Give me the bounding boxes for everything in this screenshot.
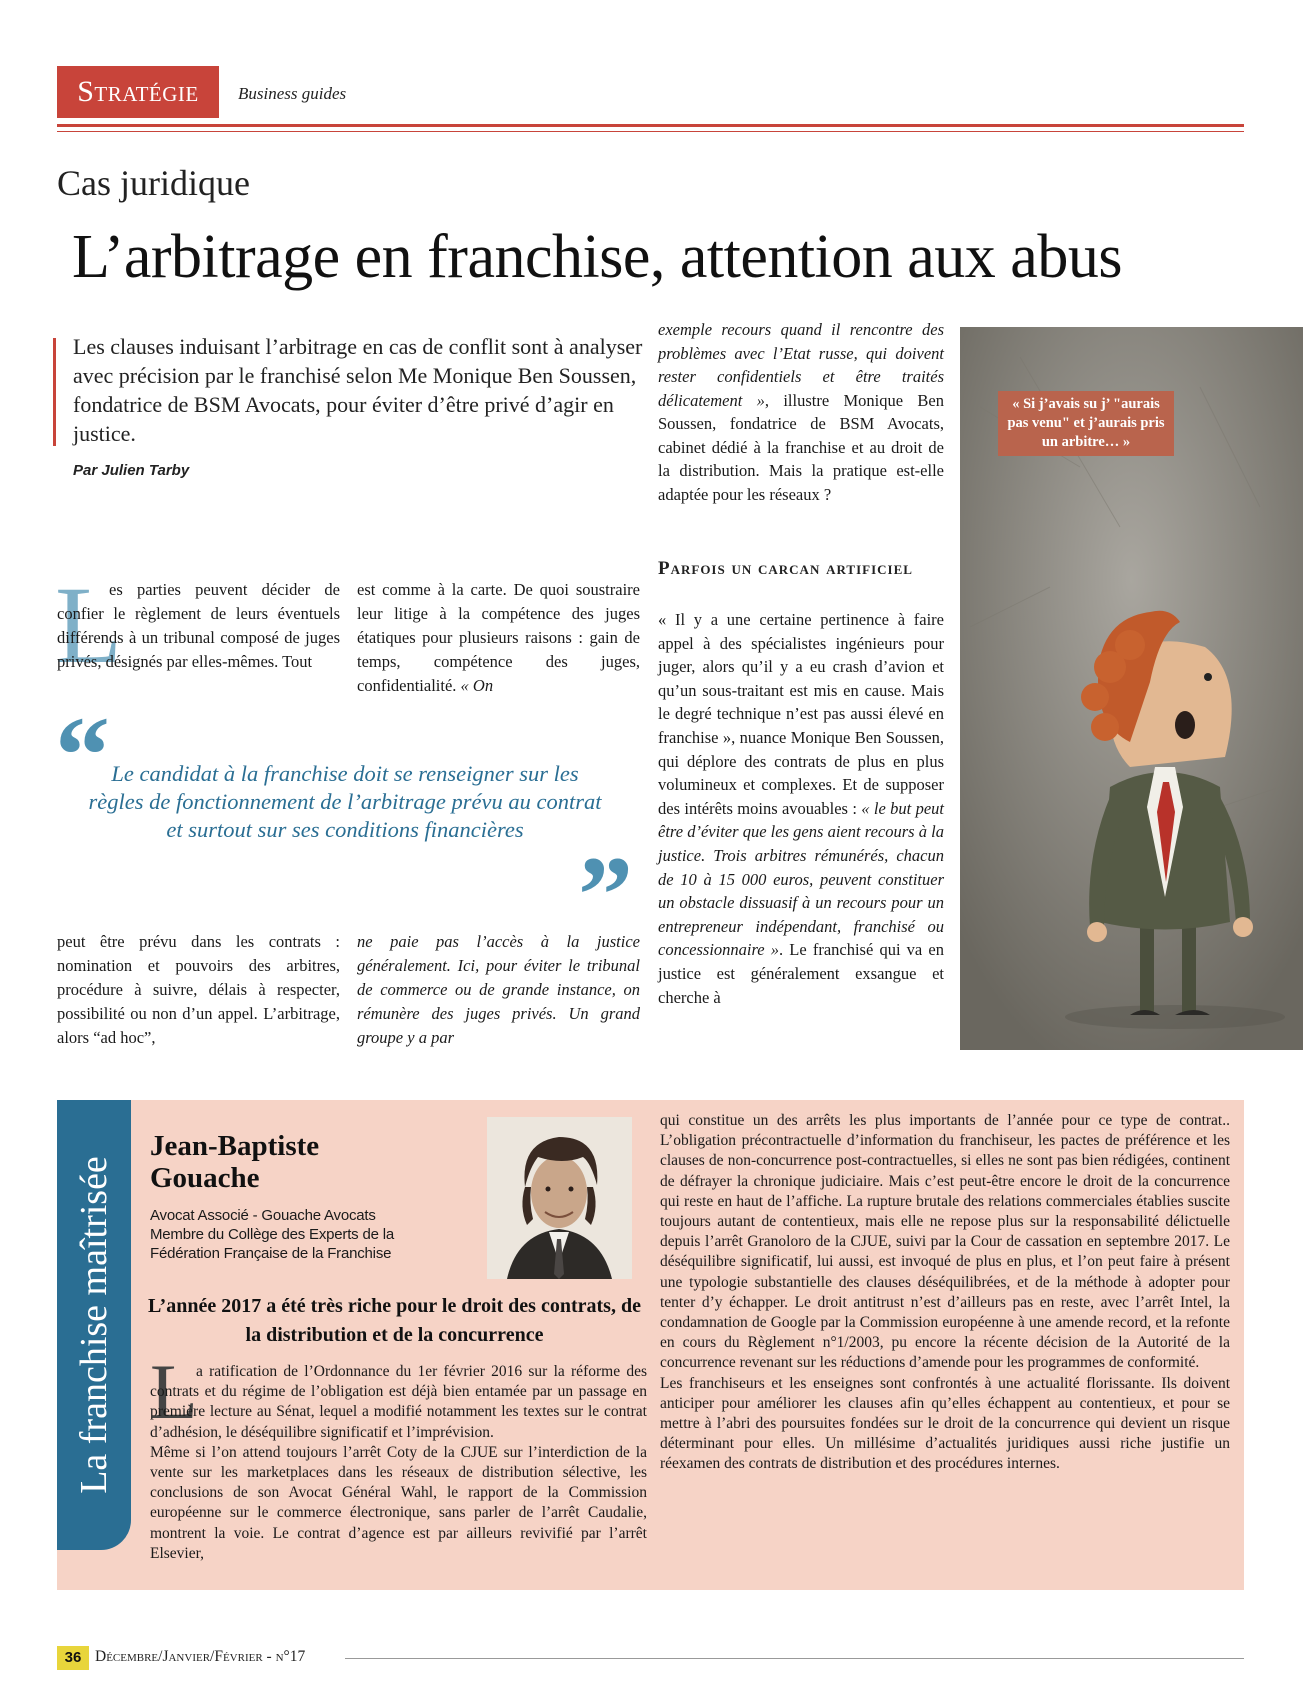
footer-rule — [345, 1658, 1244, 1659]
column-2-top-text-a: est comme à la carte. De quoi soustraire leur litige à la compétence des juges étatiques pour plusieurs raisons : gain de temps, compétence des juges, confidentialité. — [357, 580, 640, 695]
pullquote: Le candidat à la franchise doit se renseigner sur les règles de fonctionnement de l’arbitrage prévu au contrat et surtout sur ses conditions financières — [88, 761, 602, 842]
pullquote-open-mark: “ — [55, 694, 110, 816]
box-left-paragraph-1: a ratification de l’Ordonnance du 1er février 2016 sur la réforme des contrats et du régime de l’obligation est déjà bien entamée par un passage en première lecture au Sénat, lequel a modifié notamment les textes sur le contrat d’adhésion, le déséquilibre significatif et l’imprévision. — [150, 1363, 647, 1441]
author-role-3: Fédération Française de la Franchise — [150, 1245, 392, 1262]
column-1-top-text: es parties peuvent décider de confier le règlement de leurs éventuels différends à un tribunal composé de juges privés, désignés par elles-mêmes. Tout — [57, 580, 340, 671]
box-column-left — [150, 1362, 647, 1564]
author-name — [150, 1130, 319, 1194]
column-3-body-c: . Le franchisé qui va en justice est généralement exsangue et cherche à — [658, 940, 944, 1007]
header-rule — [57, 124, 1244, 127]
author-role — [150, 1206, 394, 1263]
box-left-paragraph-2: Même si l’on attend toujours l’arrêt Coty de la CJUE sur l’interdiction de la vente sur les marketplaces dans les réseaux de distribution sélective, les conclusions de son Avocat Général Wahl, le rapport de la Commission européenne sur le commerce électronique, sans parler de l’arrêt Caudalie, montrent la voie. Le contrat d’agence est par ailleurs revivifié par l’arrêt Elsevier, — [150, 1443, 647, 1562]
article-kicker: Cas juridique — [57, 163, 250, 203]
column-2-top-text — [357, 578, 640, 698]
article-title: L’arbitrage en franchise, attention aux abus — [72, 223, 1122, 291]
column-3-body-a: « Il y a une certaine pertinence à faire appel à des spécialistes ingénieurs pour juger, alors qu’il y a eu crash d’avion et qu’un sous-traitant est mis en cause. Mais le degré technique n’est pas aussi élevé en franchise », nuance Monique Ben Soussen, qui déplore des contrats de plus en plus volumineux et complexes. Et de supposer des intérêts moins avouables : — [658, 610, 944, 818]
box-right-paragraph-2: Les franchiseurs et les enseignes sont confrontés à une actualité florissante. Ils doivent anticiper pour améliorer les clauses afin qu’elles échappent au contentieux, et pour se mettre à l’abri des poursuites fondées sur le droit de la concurrence qui devient un risque déterminant pour elles. Un millésime d’actualités juridiques aussi riche justifie un réexamen des contrats de distribution et des procédures internes. — [660, 1374, 1230, 1473]
column-3-top-text — [658, 318, 944, 506]
column-1-bottom-text: peut être prévu dans les contrats : nomination et pouvoirs des arbitres, procédure à suivre, délais à respecter, possibilité ou non d’un appel. L’arbitrage, alors “ad hoc”, — [57, 932, 340, 1047]
box-column-right — [660, 1111, 1230, 1475]
column-3-top-italic: exemple recours quand il rencontre des problèmes avec l’Etat russe, qui doivent rester confidentiels et être traités délicatement » — [658, 320, 944, 410]
column-3-top-rest: , illustre Monique Ben Soussen, fondatrice de BSM Avocats, cabinet dédié à la franchise et au droit de la distribution. Mais la pratique est-elle adaptée pour les réseaux ? — [658, 390, 945, 504]
page-number: 36 — [57, 1646, 89, 1670]
author-name-line2: Gouache — [150, 1162, 260, 1194]
column-2-top-text-b: « On — [460, 676, 494, 695]
box-dropcap: L — [150, 1348, 198, 1435]
column-2-bottom-text: ne paie pas l’accès à la justice généralement. Ici, pour éviter le tribunal de commerce ou de grande instance, on rémunère des juges privés. Un grand groupe y a par — [357, 932, 640, 1047]
box-tab-label-wrapper — [57, 1100, 131, 1550]
author-portrait — [487, 1117, 632, 1279]
issue-label: Décembre/Janvier/Février - n°17 — [95, 1648, 306, 1665]
column-2-top — [357, 578, 640, 698]
article-subhead: Parfois un carcan artificiel — [658, 558, 913, 579]
column-2-bottom — [357, 930, 640, 1050]
article-dropcap: L — [55, 564, 123, 686]
article-byline: Par Julien Tarby — [73, 462, 190, 479]
portrait-person-icon — [487, 1117, 632, 1279]
column-1-top — [57, 578, 340, 674]
author-role-1: Avocat Associé - Gouache Avocats — [150, 1207, 376, 1224]
column-3-body — [658, 608, 944, 1009]
column-3-body-text — [658, 608, 944, 1009]
box-right-paragraph-1: qui constitue un des arrêts les plus importants de l’année pour ce type de contrat.. L’obligation précontractuelle d’information du franchiseur, les pactes de préférence et les clauses de non-concurrence post-contractuelles, si elles ne sont pas bien rédigées, continent de défrayer la chronique judiciaire. Mais c’est peut-être encore le droit de la concurrence qui reste en haut de l’affiche. La rupture brutale des relations commerciales établies suscite toujours autant de contentieux, mais elle ne repose plus sur la responsabilité délictuelle depuis l’arrêt Granoloro de la CJUE, suivi par la Cour de cassation en septembre 2017. Le déséquilibre significatif, lui aussi, est invoqué de plus en plus, et l’on peut faire à présent une typologie substantielle des clauses déséquilibrées, et de la méthode à adopter pour tenter d’y échapper. Le droit antitrust n’est d’ailleurs pas en reste, avec l’arrêt Intel, la condamnation de Google par la Commission européenne à une amende record, et la refonte en cours du Règlement n°1/2003, pu encore la récente décision de la Autorité de la concurrence revenant sur les réductions d’amende pour les programmes de conformité. — [660, 1112, 1230, 1372]
pullquote-close-mark: ” — [578, 834, 633, 956]
box-heading: L’année 2017 a été très riche pour le droit des contrats, de la distribution et de la concurrence — [148, 1295, 641, 1346]
author-name-line1: Jean-Baptiste — [150, 1130, 320, 1162]
column-1-bottom — [57, 930, 340, 1050]
header-subtitle: Business guides — [238, 84, 347, 103]
box-tab-label: La franchise maîtrisée — [73, 1156, 115, 1494]
lead-accent-bar — [53, 338, 56, 446]
section-tag: Stratégie — [57, 66, 219, 118]
column-3-top — [658, 318, 944, 506]
header-rule-thin — [57, 131, 1244, 132]
illustration-caption: « Si j’avais su j’ "aurais pas venu" et j’aurais pris un arbitre… » — [998, 391, 1174, 456]
article-lead: Les clauses induisant l’arbitrage en cas de conflit sont à analyser avec précision par le franchisé selon Me Monique Ben Soussen, fondatrice de BSM Avocats, pour éviter d’être privé d’agir en justice. — [73, 334, 643, 446]
author-role-2: Membre du Collège des Experts de la — [150, 1226, 394, 1243]
column-3-body-b: « le but peut être d’éviter que les gens aient recours à la justice. Trois arbitres rémunérés, chacun de 10 à 15 000 euros, peuvent constituer un obstacle dissuasif à un recours pour un entrepreneur indépendant, franchisé ou concessionnaire » — [658, 798, 944, 960]
